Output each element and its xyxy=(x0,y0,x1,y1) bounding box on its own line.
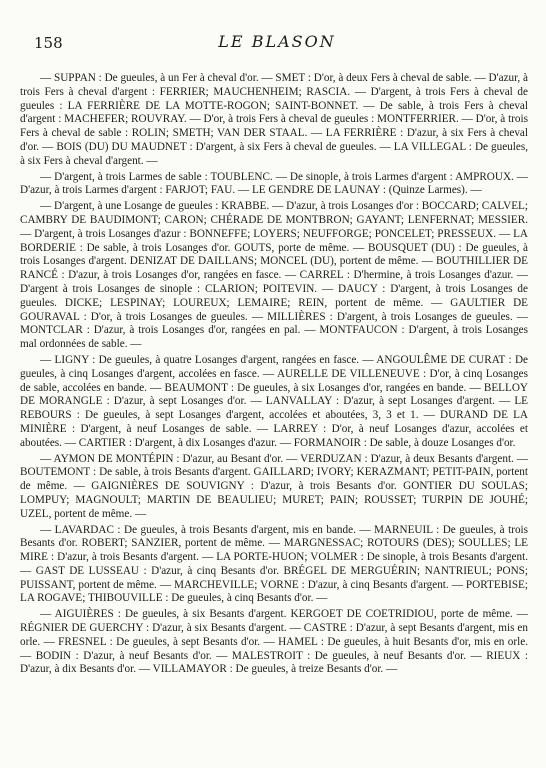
text-body xyxy=(20,72,528,679)
paragraph: — SUPPAN : De gueules, à un Fer à cheval d'or. — SMET : D'or, à deux Fers à cheval de sable. — D'azur, à trois Fers à cheval d'argent : FERRIER; MAUCHENHEIM; RASCIA. — D'argent, à trois Fers à cheval de gueules : LA FERRIÈRE DE LA MOTTE-ROGON; SAINT-BONNET. — De sable, à trois Fers à cheval d'argent : MACHEFER; ROUVRAY. — D'or, à trois Fers à cheval de gueules : MONTFERRIER. — D'or, à trois Fers à cheval de sable : ROLIN; SMETH; VAN DER STAAL. — LA FERRIÈRE : D'azur, à six Fers à cheval d'or. — BOIS (DU) DU MAUDNET : D'argent, à six Fers à cheval de gueules. — LA VILLEGAL : De gueules, à six Fers à cheval d'argent. — xyxy=(20,72,528,167)
page-title: LE BLASON xyxy=(218,32,336,51)
page-number: 158 xyxy=(34,34,63,52)
paragraph: — LAVARDAC : De gueules, à trois Besants d'argent, mis en bande. — MARNEUIL : De gueules, à trois Besants d'or. ROBERT; SANZIER, portent de même. — MARGNESSAC; ROTOURS (DES); SOULLES; LE MIRE : D'azur, à trois Besants d'argent. — LA PORTE-HUON; VOLMER : De sinople, à trois Besants d'argent. — GAST DE LUSSEAU : D'azur, à cinq Besants d'or. BRÉGEL DE MERGUÉRIN; NANTRIEUL; PONS; PUISSANT, portent de même. — MARCHEVILLE; VORNE : D'azur, à cinq Besants d'argent. — PORTEBISE; LA ROGAVE; THIBOUVILLE : De gueules, à cinq Besants d'or. — xyxy=(20,523,528,605)
paragraph: — AYMON DE MONTÉPIN : D'azur, au Besant d'or. — VERDUZAN : D'azur, à deux Besants d'argent. — BOUTEMONT : De sable, à trois Besants d'argent. GAILLARD; IVORY; KERAZMANT; PETIT-PAIN, portent de même. — GAIGNIÈRES DE SOUVIGNY : D'azur, à trois Besants d'or. GONTIER DU SOULAS; LOMPUY; MAGNOULT; MARTIN DE BEAULIEU; MURET; PAIN; ROUSSET; TURPIN DE JOUHÉ; UZEL, portent de même. — xyxy=(20,452,528,520)
paragraph: — AIGUIÈRES : De gueules, à six Besants d'argent. KERGOET DE COETRIDIOU, porte de même. — RÉGNIER DE GUERCHY : D'azur, à six Besants d'argent. — CASTRE : D'azur, à sept Besants d'argent, mis en orle. — FRESNEL : De gueules, à sept Besants d'or. — HAMEL : De gueules, à huit Besants d'or, mis en orle. — BODIN : D'azur, à neuf Besants d'or. — MALESTROIT : De gueules, à neuf Besants d'or. — RIEUX : D'azur, à dix Besants d'or. — VILLAMAYOR : De gueules, à treize Besants d'or. — xyxy=(20,608,528,676)
page-header xyxy=(34,32,520,54)
paragraph: — LIGNY : De gueules, à quatre Losanges d'argent, rangées en fasce. — ANGOULÊME DE CURAT : De gueules, à cinq Losanges d'argent, accolées en fasce. — AURELLE DE VILLENEUVE : D'or, à cinq Losanges de sable, accolées en bande. — BEAUMONT : De gueules, à six Losanges d'or, rangées en bande. — BELLOY DE MORANGLE : D'azur, à sept Losanges d'or. — LANVALLAY : D'azur, à sept Losanges d'argent. — LE REBOURS : De gueules, à sept Losanges d'argent, accolées et aboutées, 3, 3 et 1. — DURAND DE LA MINIÈRE : D'argent, à neuf Losanges de sable. — LARREY : D'or, à neuf Losanges d'azur, accolées et aboutées. — CARTIER : D'argent, à dix Losanges d'azur. — FORMANOIR : De sable, à douze Losanges d'or. xyxy=(20,353,528,449)
paragraph: — D'argent, à une Losange de gueules : KRABBE. — D'azur, à trois Losanges d'or : BOCCARD; CALVEL; CAMBRY DE BAUDIMONT; CARON; CHÉRADE DE MONTBRON; GAYANT; LENFERNAT; MESSIER. — D'argent, à trois Losanges d'azur : BONNEFFE; LOYERS; NEUFFORGE; PONCELET; PRESSEUX. — LA BORDERIE : De sable, à trois Losanges d'or. GOUTS, porte de même. — BOUSQUET (DU) : De gueules, à trois Losanges d'argent. DENIZAT DE DAILLANS; MONCEL (DU), portent de même. — BOUTHILLIER DE RANCÉ : D'azur, à trois Losanges d'or, rangées en fasce. — CARREL : D'hermine, à trois Losanges d'azur. — D'argent à trois Losanges de sinople : CLARION; POITEVIN. — DAUCY : D'argent, à trois Losanges de gueules. DICKE; LESPINAY; LOUREUX; LEMAIRE; REIN, portent de même. — GAULTIER DE GOURAVAL : D'or, à trois Losanges de gueules. — MILLIÈRES : D'argent, à trois Losanges de gueules. — MONTCLAR : D'azur, à trois Losanges d'or, rangées en pal. — MONTFAUCON : D'argent, à trois Losanges mal ordonnées de sable. — xyxy=(20,200,528,351)
paragraph: — D'argent, à trois Larmes de sable : TOUBLENC. — De sinople, à trois Larmes d'argent : AMPROUX. — D'azur, à trois Larmes d'argent : FARJOT; FAU. — LE GENDRE DE LAUNAY : (Quinze Larmes). — xyxy=(20,170,528,197)
